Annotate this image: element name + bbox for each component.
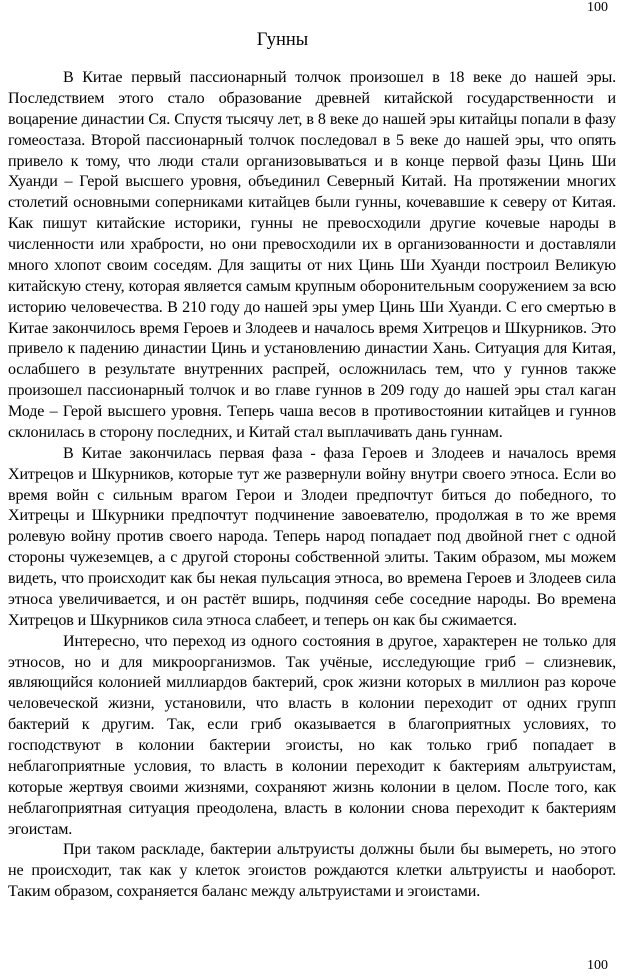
page-number-bottom: 100: [587, 958, 608, 973]
page-number-top: 100: [587, 0, 608, 15]
body-text: [8, 68, 616, 903]
paragraph: В Китае закончилась первая фаза - фаза Героев и Злодеев и началось время Хитрецов и Шкурников, которые тут же развернули войну внутри своего этноса. Если во время войн с сильным врагом Герои и Злодеи предпочтут биться до победного, то Хитрецы и Шкурники предпочтут подчинение завоевателю, продолжая в то же время ролевую войну против своего народа. Теперь народ попадает под двойной гнет с одной стороны чужеземцев, а с другой стороны собственной элиты. Таким образом, мы можем видеть, что происходит как бы некая пульсация этноса, во времена Героев и Злодеев сила этноса увеличивается, и он растёт вширь, подчиняя себе соседние народы. Во времена Хитрецов и Шкурников сила этноса слабеет, и теперь он как бы сжимается.: [8, 444, 616, 629]
paragraph: В Китае первый пассионарный толчок произошел в 18 веке до нашей эры. Последствием этого стало образование древней китайской государственности и воцарение династии Ся. Спустя тысячу лет, в 8 веке до нашей эры китайцы попали в фазу гомеостаза. Второй пассионарный толчок последовал в 5 веке до нашей эры, что опять привело к тому, что люди стали организовываться и в конце первой фазы Цинь Ши Хуанди – Герой высшего уровня, объединил Северный Китай. На протяжении многих столетий основными соперниками китайцев были гунны, кочевавшие к северу от Китая. Как пишут китайские историки, гунны не превосходили другие кочевые народы в численности или храбрости, но они превосходили их в организованности и доставляли много хлопот своим соседям. Для защиты от них Цинь Ши Хуанди построил Великую китайскую стену, которая является самым крупным оборонительным сооружением за всю историю человечества. В 210 году до нашей эры умер Цинь Ши Хуанди. С его смертью в Китае закончилось время Героев и Злодеев и началось время Хитрецов и Шкурников. Это привело к падению династии Цинь и установлению династии Хань. Ситуация для Китая, ослабшего в результате внутренних распрей, осложнилась тем, что у гуннов также произошел пассионарный толчок и во главе гуннов в 209 году до нашей эры стал каган Моде – Герой высшего уровня. Теперь чаша весов в противостоянии китайцев и гуннов склонилась в сторону последних, и Китай стал выплачивать дань гуннам.: [8, 69, 616, 441]
page-title: Гунны: [256, 30, 309, 50]
paragraph: Интересно, что переход из одного состояния в другое, характерен не только для этносов, но и для микроорганизмов. Так учёные, исследующие гриб – слизневик, являющийся колонией миллиардов бактерий, срок жизни которых в миллион раз короче человеческой жизни, установили, что власть в колонии переходит от одних групп бактерий к другим. Так, если гриб оказывается в благоприятных условиях, то господствуют в колонии бактерии эгоисты, но как только гриб попадает в неблагоприятные условия, то власть в колонии переходит к бактериям альтруистам, которые жертвуя своими жизнями, сохраняют жизнь колонии в целом. После того, как неблагоприятная ситуация преодолена, власть в колонии снова переходит к бактериям эгоистам.: [8, 632, 616, 838]
paragraph: При таком раскладе, бактерии альтруисты должны были бы вымереть, но этого не происходит, так как у клеток эгоистов рождаются клетки альтруисты и наоборот. Таким образом, сохраняется баланс между альтруистами и эгоистами.: [8, 841, 616, 901]
